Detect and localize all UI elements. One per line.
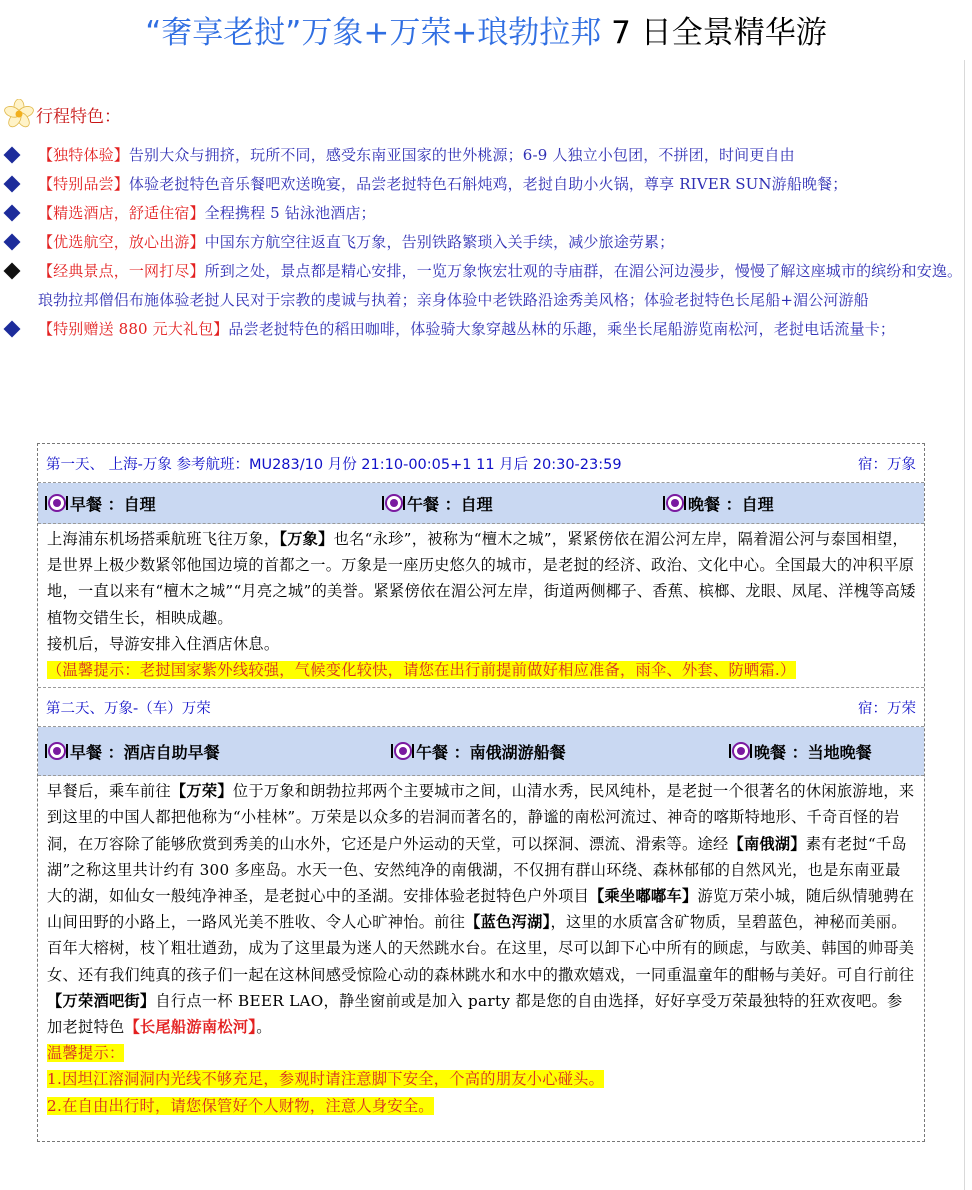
day1-meals-row — [38, 483, 924, 524]
dinner-plate-icon — [728, 741, 752, 761]
day2-highlight: 【蓝色泻湖】 — [465, 913, 551, 932]
day2-tip-1 — [47, 1066, 916, 1092]
day2-highlight: 【万荣】 — [170, 782, 233, 801]
itinerary-table — [37, 443, 925, 1142]
diamond-bullet-icon — [4, 234, 21, 251]
feature-item — [0, 315, 972, 344]
feature-tag: 【独特体验】 — [38, 146, 129, 164]
day1-text: 也名“永珍”，被称为“檀木之城”，紧紧傍依在湄公河左岸，隔着湄公河与泰国相望，是世界上极少数紧邻他国边境的首都之一。万象是一座历史悠久的城市，是老挝的经济、政治、文化中心。全国最大的冲积平原地，一直以来有“檀木之城”“月亮之城”的美誉。紧紧傍依在湄公河左岸，街道两侧椰子、香蕉、槟榔、龙眼、凤尾、洋槐等高矮植物交错生长，相映成趣。 — [47, 530, 916, 627]
day2-highlight: 【南俄湖】 — [728, 834, 806, 853]
title-blue: “奢享老挝”万象+万荣+琅勃拉邦 — [145, 15, 602, 51]
day2-tip-head-text: 温馨提示： — [47, 1044, 125, 1063]
day2-header-row — [38, 688, 924, 727]
features-list — [0, 141, 972, 344]
feature-tag: 【经典景点，一网打尽】 — [38, 262, 205, 280]
day2-lunch-label: 午餐 ：南俄湖游船餐 — [416, 742, 566, 762]
day2-text: 自行点一杯 BEER LAO，静坐窗前或是加入 party 都是您的自由选择，好好享受万荣最独特的狂欢夜吧。参加老挝特色 — [47, 991, 903, 1037]
day2-text: 游览万荣小城，随后纵情驰骋在山间田野的小路上，一路风光美不胜收、令人心旷神怡。前往 — [47, 887, 915, 932]
day1-highlight-wanxiang: 【万象】 — [279, 530, 334, 548]
day2-paragraph — [47, 778, 916, 1040]
feature-tag: 【特别品尝】 — [38, 175, 129, 193]
day1-dinner — [662, 492, 774, 515]
feature-item — [0, 228, 972, 257]
day2-dinner — [728, 740, 872, 763]
day1-breakfast — [44, 492, 156, 515]
day2-tip-1-text: 1.因坦江溶洞洞内光线不够充足，参观时请注意脚下安全，个高的朋友小心碰头。 — [47, 1070, 605, 1089]
day2-text: 素有老挝“千岛湖”之称这里共计约有 300 多座岛。水天一色、安然纯净的南俄湖，不仅拥有群山环绕、森林郁郁的自然风光，也是东南亚最大的湖，如仙女一般纯净神圣，是老挝心中的圣湖。安排体验老挝特色户外项目 — [47, 834, 907, 906]
feature-item — [0, 141, 972, 170]
day2-tip-heading — [47, 1040, 916, 1066]
day2-meals-row — [38, 727, 924, 776]
feature-text: 所到之处，景点都是精心安排，一览万象恢宏壮观的寺庙群，在湄公河边漫步，慢慢了解这座城市的缤纷和安逸。琅勃拉邦僧侣布施体验老挝人民对于宗教的虔诚与执着；亲身体验中老铁路沿途秀美风格；体验老挝特色长尾船+湄公河游船 — [38, 262, 963, 309]
title-black: 7 日全景精华游 — [601, 15, 827, 51]
flower-icon — [4, 99, 34, 129]
dinner-plate-icon — [390, 741, 414, 761]
day1-text: 上海浦东机场搭乘航班飞往万象， — [47, 530, 280, 548]
dinner-plate-icon — [662, 493, 686, 513]
dinner-plate-icon — [44, 493, 68, 513]
day2-lunch — [390, 740, 566, 763]
features-heading — [4, 96, 121, 132]
feature-item — [0, 257, 972, 315]
feature-tag: 【特别赠送 880 元大礼包】 — [38, 320, 229, 338]
day1-description — [38, 524, 924, 688]
day1-header: 第一天、 上海-万象 参考航班：MU283/10 月份 21:10-00:05+1 11 月后 20:30-23:59 — [46, 456, 622, 473]
feature-tag: 【精选酒店，舒适住宿】 — [38, 204, 205, 222]
day1-header-row — [38, 444, 924, 483]
feature-text: 中国东方航空往返直飞万象，告别铁路繁琐入关手续，减少旅途劳累； — [204, 233, 675, 251]
feature-item — [0, 170, 972, 199]
day2-lodging: 宿：万荣 — [858, 700, 916, 717]
day1-tip — [47, 657, 916, 683]
features-heading-label: 行程特色： — [36, 106, 121, 127]
day2-highlight: 【乘坐嘟嘟车】 — [589, 887, 698, 906]
day1-lunch-label: 午餐 ：自理 — [407, 494, 493, 514]
day1-tip-text: （温馨提示：老挝国家紫外线较强，气候变化较快，请您在出行前提前做好相应准备，雨伞、外套、防晒霜.） — [47, 661, 796, 680]
feature-text: 品尝老挝特色的稻田咖啡，体验骑大象穿越丛林的乐趣，乘坐长尾船游览南松河，老挝电话流量卡； — [228, 320, 896, 338]
day2-text: 位于万象和朗勃拉邦两个主要城市之间，山清水秀，民风纯朴，是老挝一个很著名的休闲旅游地，来到这里的中国人都把他称为“小桂林”。万荣是以众多的岩洞而著名的，静谧的南松河流过、神奇的喀斯特地形、千奇百怪的岩洞，在万容除了能够欣赏到秀美的山水外，它还是户外运动的天堂，可以探洞、漂流、滑索等。途经 — [47, 782, 915, 853]
day1-dinner-label: 晚餐 ：自理 — [688, 494, 774, 514]
diamond-bullet-icon — [4, 263, 21, 280]
dinner-plate-icon — [381, 493, 405, 513]
day1-paragraph — [47, 526, 916, 631]
feature-item — [0, 199, 972, 228]
day2-tip-2-text: 2.在自由出行时，请您保管好个人财物，注意人身安全。 — [47, 1096, 434, 1115]
day1-lunch — [381, 492, 493, 515]
day2-breakfast-label: 早餐 ：酒店自助早餐 — [70, 742, 220, 762]
day2-text: 早餐后，乘车前往 — [47, 782, 171, 801]
feature-text: 体验老挝特色音乐餐吧欢送晚宴，品尝老挝特色石斛炖鸡，老挝自助小火锅，尊享 RIVER SUN游船晚餐； — [128, 175, 848, 193]
day2-breakfast — [44, 740, 220, 763]
page-title — [0, 10, 972, 56]
day2-header: 第二天、万象-（车）万荣 — [46, 700, 211, 717]
day1-paragraph-2: 接机后，导游安排入住酒店休息。 — [47, 634, 280, 653]
day1-breakfast-label: 早餐 ：自理 — [70, 494, 156, 514]
feature-text: 全程携程 5 钻泳池酒店； — [204, 204, 376, 222]
day2-text: ，这里的水质富含矿物质，呈碧蓝色，神秘而美丽。百年大榕树，枝丫粗壮遒劲，成为了这里最为迷人的天然跳水台。在这里，尽可以卸下心中所有的顾虑，与欧美、韩国的帅哥美女、还有我们纯真的孩子们一起在这林间感受惊险心动的森林跳水和水中的撒欢嬉戏，一同重温童年的酣畅与美好。可自行前往 — [47, 913, 915, 984]
feature-tag: 【优选航空，放心出游】 — [38, 233, 205, 251]
diamond-bullet-icon — [4, 205, 21, 222]
feature-text: 告别大众与拥挤，玩所不同，感受东南亚国家的世外桃源；6-9 人独立小包团，不拼团，时间更自由 — [128, 146, 795, 164]
day2-text: 。 — [256, 1018, 272, 1037]
day1-lodging: 宿：万象 — [858, 456, 916, 473]
dinner-plate-icon — [44, 741, 68, 761]
diamond-bullet-icon — [4, 147, 21, 164]
day2-dinner-label: 晚餐 ：当地晚餐 — [754, 742, 872, 762]
diamond-bullet-icon — [4, 176, 21, 193]
day2-tip-2 — [47, 1093, 916, 1119]
diamond-bullet-icon — [4, 321, 21, 338]
day2-description — [38, 776, 924, 1123]
day2-highlight: 【万荣酒吧街】 — [47, 991, 156, 1010]
day2-highlight-red: 【长尾船游南松河】 — [124, 1018, 257, 1037]
